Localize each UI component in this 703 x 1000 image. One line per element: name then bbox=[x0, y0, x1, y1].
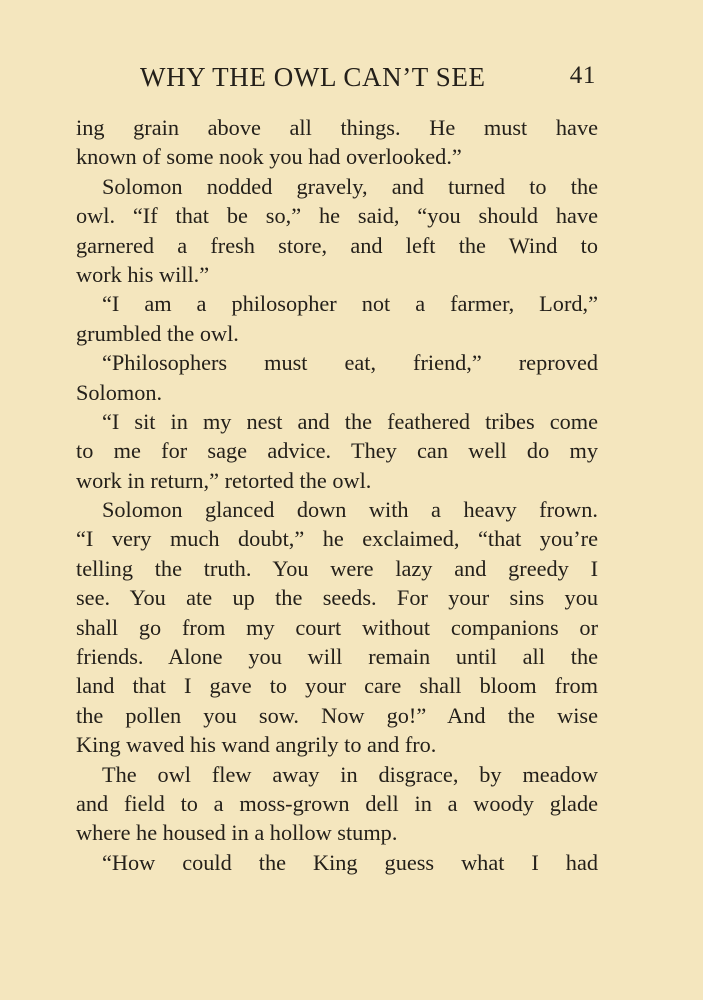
text-line: friends. Alone you will remain until all the bbox=[76, 644, 598, 670]
text-line: shall go from my court without companions or bbox=[76, 614, 598, 640]
text-line: land that I gave to your care shall bloom from bbox=[76, 673, 598, 699]
text-line: where he housed in a hollow stump. bbox=[76, 820, 398, 846]
text-line: work in return,” retorted the owl. bbox=[76, 467, 372, 493]
text-line: Solomon. bbox=[76, 379, 163, 405]
text-line: known of some nook you had overlooked.” bbox=[76, 144, 462, 170]
text-line: “Philosophers must eat, friend,” reproved bbox=[102, 350, 598, 376]
text-line: “I sit in my nest and the feathered tribes come bbox=[102, 408, 598, 434]
body-text bbox=[76, 113, 598, 877]
text-line: owl. “If that be so,” he said, “you should have bbox=[76, 203, 598, 229]
text-line: to me for sage advice. They can well do my bbox=[76, 438, 598, 464]
text-line: “How could the King guess what I had bbox=[102, 849, 598, 875]
text-line: work his will.” bbox=[76, 261, 210, 287]
text-line: “I very much doubt,” he exclaimed, “that you’re bbox=[76, 526, 598, 552]
running-head bbox=[140, 62, 600, 93]
text-line: King waved his wand angrily to and fro. bbox=[76, 732, 437, 758]
running-title: WHY THE OWL CAN’T SEE bbox=[140, 62, 486, 92]
text-line: telling the truth. You were lazy and greedy I bbox=[76, 555, 598, 581]
text-line: garnered a fresh store, and left the Wind to bbox=[76, 232, 598, 258]
text-line: Solomon nodded gravely, and turned to the bbox=[102, 173, 598, 199]
text-line: The owl flew away in disgrace, by meadow bbox=[102, 761, 598, 787]
text-line: “I am a philosopher not a farmer, Lord,” bbox=[102, 291, 598, 317]
text-line: see. You ate up the seeds. For your sins you bbox=[76, 585, 598, 611]
page-number: 41 bbox=[569, 62, 596, 89]
text-line: grumbled the owl. bbox=[76, 320, 239, 346]
text-line: ing grain above all things. He must have bbox=[76, 115, 598, 140]
text-line: the pollen you sow. Now go!” And the wise bbox=[76, 702, 598, 728]
text-line: and field to a moss-grown dell in a woody glade bbox=[76, 790, 598, 816]
text-line: Solomon glanced down with a heavy frown. bbox=[102, 497, 598, 523]
